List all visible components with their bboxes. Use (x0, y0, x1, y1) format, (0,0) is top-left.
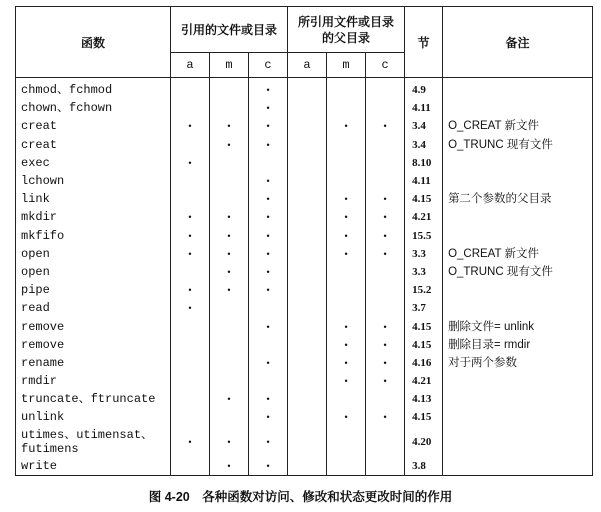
mark-cell-ref-a: • (171, 154, 210, 172)
table-row (16, 427, 593, 457)
mark-cell-ref-c: • (249, 136, 288, 154)
mark-cell-ref-c: • (249, 390, 288, 408)
function-name-cell: write (16, 457, 171, 476)
section-cell: 4.20 (405, 427, 443, 457)
table-row (16, 299, 593, 317)
section-cell: 15.5 (405, 227, 443, 245)
section-cell: 3.8 (405, 457, 443, 476)
mark-cell-parent-c (366, 172, 405, 190)
mark-cell-parent-a (288, 263, 327, 281)
mark-cell-ref-c: • (249, 99, 288, 117)
table-row (16, 408, 593, 426)
table-row (16, 317, 593, 335)
mark-cell-parent-c: • (366, 354, 405, 372)
function-name-cell: chmod、fchmod (16, 78, 171, 100)
mark-cell-parent-c (366, 154, 405, 172)
subheader-c: c (249, 53, 288, 78)
function-name-cell: mkfifo (16, 227, 171, 245)
mark-cell-parent-a (288, 99, 327, 117)
header-parent-directory: 所引用文件或目录的父目录 (288, 7, 405, 53)
mark-cell-parent-c (366, 299, 405, 317)
mark-cell-parent-m (327, 99, 366, 117)
section-cell: 3.3 (405, 245, 443, 263)
mark-cell-ref-a (171, 78, 210, 100)
section-cell: 3.4 (405, 117, 443, 135)
mark-cell-parent-m (327, 457, 366, 476)
mark-cell-parent-a (288, 227, 327, 245)
mark-cell-parent-a (288, 208, 327, 226)
mark-cell-ref-m (210, 190, 249, 208)
mark-cell-ref-a: • (171, 227, 210, 245)
table-row (16, 78, 593, 100)
mark-cell-ref-m (210, 336, 249, 354)
table-row (16, 172, 593, 190)
mark-cell-ref-m (210, 354, 249, 372)
mark-cell-parent-m (327, 390, 366, 408)
section-cell: 4.21 (405, 208, 443, 226)
table-row (16, 227, 593, 245)
mark-cell-parent-c (366, 390, 405, 408)
table-row (16, 354, 593, 372)
note-cell (443, 78, 593, 100)
mark-cell-parent-a (288, 427, 327, 457)
table-row (16, 336, 593, 354)
section-cell: 4.21 (405, 372, 443, 390)
table-row (16, 390, 593, 408)
mark-cell-ref-a (171, 336, 210, 354)
section-cell: 3.4 (405, 136, 443, 154)
subheader-parent-a: a (288, 53, 327, 78)
mark-cell-parent-c: • (366, 372, 405, 390)
figure-caption: 图 4-20 各种函数对访问、修改和状态更改时间的作用 (148, 490, 453, 504)
table-body (16, 78, 593, 476)
function-name-cell: link (16, 190, 171, 208)
mark-cell-parent-m: • (327, 190, 366, 208)
mark-cell-ref-a: • (171, 281, 210, 299)
mark-cell-ref-a (171, 457, 210, 476)
mark-cell-parent-m: • (327, 208, 366, 226)
subheader-parent-c: c (366, 53, 405, 78)
note-cell (443, 154, 593, 172)
mark-cell-ref-c: • (249, 117, 288, 135)
mark-cell-parent-a (288, 154, 327, 172)
function-name-cell: remove (16, 317, 171, 335)
header-section: 节 (405, 7, 443, 78)
mark-cell-ref-c (249, 372, 288, 390)
table-row (16, 457, 593, 476)
section-cell: 3.3 (405, 263, 443, 281)
mark-cell-parent-a (288, 78, 327, 100)
mark-cell-parent-m (327, 136, 366, 154)
note-cell (443, 281, 593, 299)
function-name-cell: lchown (16, 172, 171, 190)
mark-cell-ref-a (171, 390, 210, 408)
mark-cell-parent-c: • (366, 408, 405, 426)
mark-cell-parent-c (366, 281, 405, 299)
section-cell: 4.15 (405, 190, 443, 208)
note-cell: O_CREAT 新文件 (443, 117, 593, 135)
header-note: 备注 (443, 7, 593, 78)
mark-cell-ref-m: • (210, 245, 249, 263)
mark-cell-ref-a (171, 172, 210, 190)
mark-cell-ref-c (249, 299, 288, 317)
mark-cell-parent-m: • (327, 354, 366, 372)
subheader-parent-m: m (327, 53, 366, 78)
mark-cell-parent-c: • (366, 245, 405, 263)
section-cell: 4.9 (405, 78, 443, 100)
mark-cell-ref-c: • (249, 317, 288, 335)
mark-cell-ref-m (210, 372, 249, 390)
mark-cell-parent-m: • (327, 317, 366, 335)
note-cell: 删除文件= unlink (443, 317, 593, 335)
mark-cell-ref-a: • (171, 299, 210, 317)
note-cell (443, 372, 593, 390)
mark-cell-ref-m (210, 317, 249, 335)
section-cell: 3.7 (405, 299, 443, 317)
mark-cell-ref-a (171, 136, 210, 154)
mark-cell-ref-a (171, 354, 210, 372)
mark-cell-parent-m: • (327, 117, 366, 135)
mark-cell-parent-m (327, 299, 366, 317)
table-row (16, 263, 593, 281)
note-cell: O_TRUNC 现有文件 (443, 263, 593, 281)
function-name-cell: mkdir (16, 208, 171, 226)
mark-cell-ref-c: • (249, 281, 288, 299)
section-cell: 4.15 (405, 336, 443, 354)
note-cell (443, 172, 593, 190)
mark-cell-parent-a (288, 372, 327, 390)
mark-cell-ref-a: • (171, 208, 210, 226)
mark-cell-ref-m: • (210, 263, 249, 281)
header-referenced-file: 引用的文件或目录 (171, 7, 288, 53)
mark-cell-parent-m (327, 154, 366, 172)
mark-cell-parent-a (288, 245, 327, 263)
mark-cell-ref-c: • (249, 78, 288, 100)
function-name-cell: creat (16, 136, 171, 154)
mark-cell-parent-a (288, 457, 327, 476)
note-cell (443, 99, 593, 117)
function-name-cell: creat (16, 117, 171, 135)
mark-cell-parent-a (288, 317, 327, 335)
mark-cell-parent-c (366, 457, 405, 476)
mark-cell-ref-c (249, 336, 288, 354)
function-name-cell: rmdir (16, 372, 171, 390)
mark-cell-ref-c: • (249, 457, 288, 476)
mark-cell-parent-c: • (366, 227, 405, 245)
mark-cell-parent-a (288, 281, 327, 299)
mark-cell-parent-m (327, 263, 366, 281)
mark-cell-ref-a: • (171, 427, 210, 457)
function-name-cell: utimes、utimensat、futimens (16, 427, 171, 457)
mark-cell-ref-a (171, 408, 210, 426)
note-cell (443, 457, 593, 476)
mark-cell-parent-c (366, 427, 405, 457)
mark-cell-ref-m (210, 408, 249, 426)
mark-cell-ref-a (171, 99, 210, 117)
mark-cell-parent-m (327, 427, 366, 457)
table-row (16, 281, 593, 299)
table-row (16, 245, 593, 263)
mark-cell-parent-m (327, 172, 366, 190)
mark-cell-parent-m: • (327, 227, 366, 245)
mark-cell-ref-c: • (249, 227, 288, 245)
function-name-cell: truncate、ftruncate (16, 390, 171, 408)
mark-cell-parent-m: • (327, 408, 366, 426)
mark-cell-ref-a (171, 317, 210, 335)
mark-cell-parent-a (288, 117, 327, 135)
mark-cell-parent-m: • (327, 245, 366, 263)
mark-cell-parent-c (366, 263, 405, 281)
mark-cell-ref-m (210, 99, 249, 117)
function-time-table (15, 6, 593, 476)
function-name-cell: unlink (16, 408, 171, 426)
note-cell (443, 227, 593, 245)
note-cell: 第二个参数的父目录 (443, 190, 593, 208)
mark-cell-ref-a (171, 190, 210, 208)
function-name-cell: rename (16, 354, 171, 372)
table-row (16, 372, 593, 390)
mark-cell-ref-c: • (249, 354, 288, 372)
mark-cell-parent-c: • (366, 117, 405, 135)
mark-cell-parent-a (288, 408, 327, 426)
mark-cell-parent-c (366, 136, 405, 154)
section-cell: 4.13 (405, 390, 443, 408)
table-row (16, 190, 593, 208)
mark-cell-ref-a (171, 263, 210, 281)
mark-cell-ref-m (210, 172, 249, 190)
mark-cell-parent-m (327, 78, 366, 100)
mark-cell-parent-a (288, 172, 327, 190)
mark-cell-ref-c: • (249, 172, 288, 190)
mark-cell-ref-m: • (210, 427, 249, 457)
note-cell: O_CREAT 新文件 (443, 245, 593, 263)
note-cell: O_TRUNC 现有文件 (443, 136, 593, 154)
mark-cell-parent-m: • (327, 336, 366, 354)
function-name-cell: pipe (16, 281, 171, 299)
mark-cell-parent-a (288, 190, 327, 208)
mark-cell-parent-a (288, 354, 327, 372)
header-function: 函数 (16, 7, 171, 78)
mark-cell-parent-c: • (366, 336, 405, 354)
mark-cell-ref-c: • (249, 208, 288, 226)
note-cell (443, 390, 593, 408)
mark-cell-ref-m (210, 299, 249, 317)
mark-cell-ref-m: • (210, 136, 249, 154)
mark-cell-parent-a (288, 336, 327, 354)
table-row (16, 99, 593, 117)
mark-cell-parent-c: • (366, 208, 405, 226)
table-row (16, 136, 593, 154)
section-cell: 4.16 (405, 354, 443, 372)
mark-cell-ref-c: • (249, 245, 288, 263)
section-cell: 4.11 (405, 99, 443, 117)
note-cell: 对于两个参数 (443, 354, 593, 372)
function-name-cell: open (16, 263, 171, 281)
section-cell: 8.10 (405, 154, 443, 172)
note-cell (443, 208, 593, 226)
function-name-cell: remove (16, 336, 171, 354)
mark-cell-ref-m: • (210, 281, 249, 299)
mark-cell-ref-m: • (210, 117, 249, 135)
mark-cell-ref-c: • (249, 190, 288, 208)
table-row (16, 154, 593, 172)
mark-cell-parent-a (288, 299, 327, 317)
function-name-cell: exec (16, 154, 171, 172)
mark-cell-ref-c (249, 154, 288, 172)
mark-cell-ref-c: • (249, 263, 288, 281)
note-cell (443, 299, 593, 317)
mark-cell-ref-c: • (249, 427, 288, 457)
section-cell: 4.15 (405, 408, 443, 426)
mark-cell-parent-c: • (366, 190, 405, 208)
mark-cell-parent-m (327, 281, 366, 299)
function-time-table-wrapper (15, 6, 592, 476)
mark-cell-ref-a: • (171, 117, 210, 135)
mark-cell-ref-a: • (171, 245, 210, 263)
note-cell (443, 408, 593, 426)
section-cell: 4.15 (405, 317, 443, 335)
mark-cell-parent-a (288, 390, 327, 408)
subheader-a: a (171, 53, 210, 78)
mark-cell-parent-a (288, 136, 327, 154)
subheader-m: m (210, 53, 249, 78)
section-cell: 4.11 (405, 172, 443, 190)
section-cell: 15.2 (405, 281, 443, 299)
mark-cell-ref-m: • (210, 457, 249, 476)
mark-cell-ref-m (210, 78, 249, 100)
table-row (16, 117, 593, 135)
function-name-cell: read (16, 299, 171, 317)
mark-cell-parent-c: • (366, 317, 405, 335)
mark-cell-parent-m: • (327, 372, 366, 390)
note-cell (443, 427, 593, 457)
mark-cell-ref-m: • (210, 227, 249, 245)
mark-cell-parent-c (366, 99, 405, 117)
function-name-cell: open (16, 245, 171, 263)
function-name-cell: chown、fchown (16, 99, 171, 117)
note-cell: 删除目录= rmdir (443, 336, 593, 354)
mark-cell-ref-m: • (210, 208, 249, 226)
mark-cell-parent-c (366, 78, 405, 100)
mark-cell-ref-m (210, 154, 249, 172)
table-row (16, 208, 593, 226)
mark-cell-ref-a (171, 372, 210, 390)
mark-cell-ref-c: • (249, 408, 288, 426)
mark-cell-ref-m: • (210, 390, 249, 408)
